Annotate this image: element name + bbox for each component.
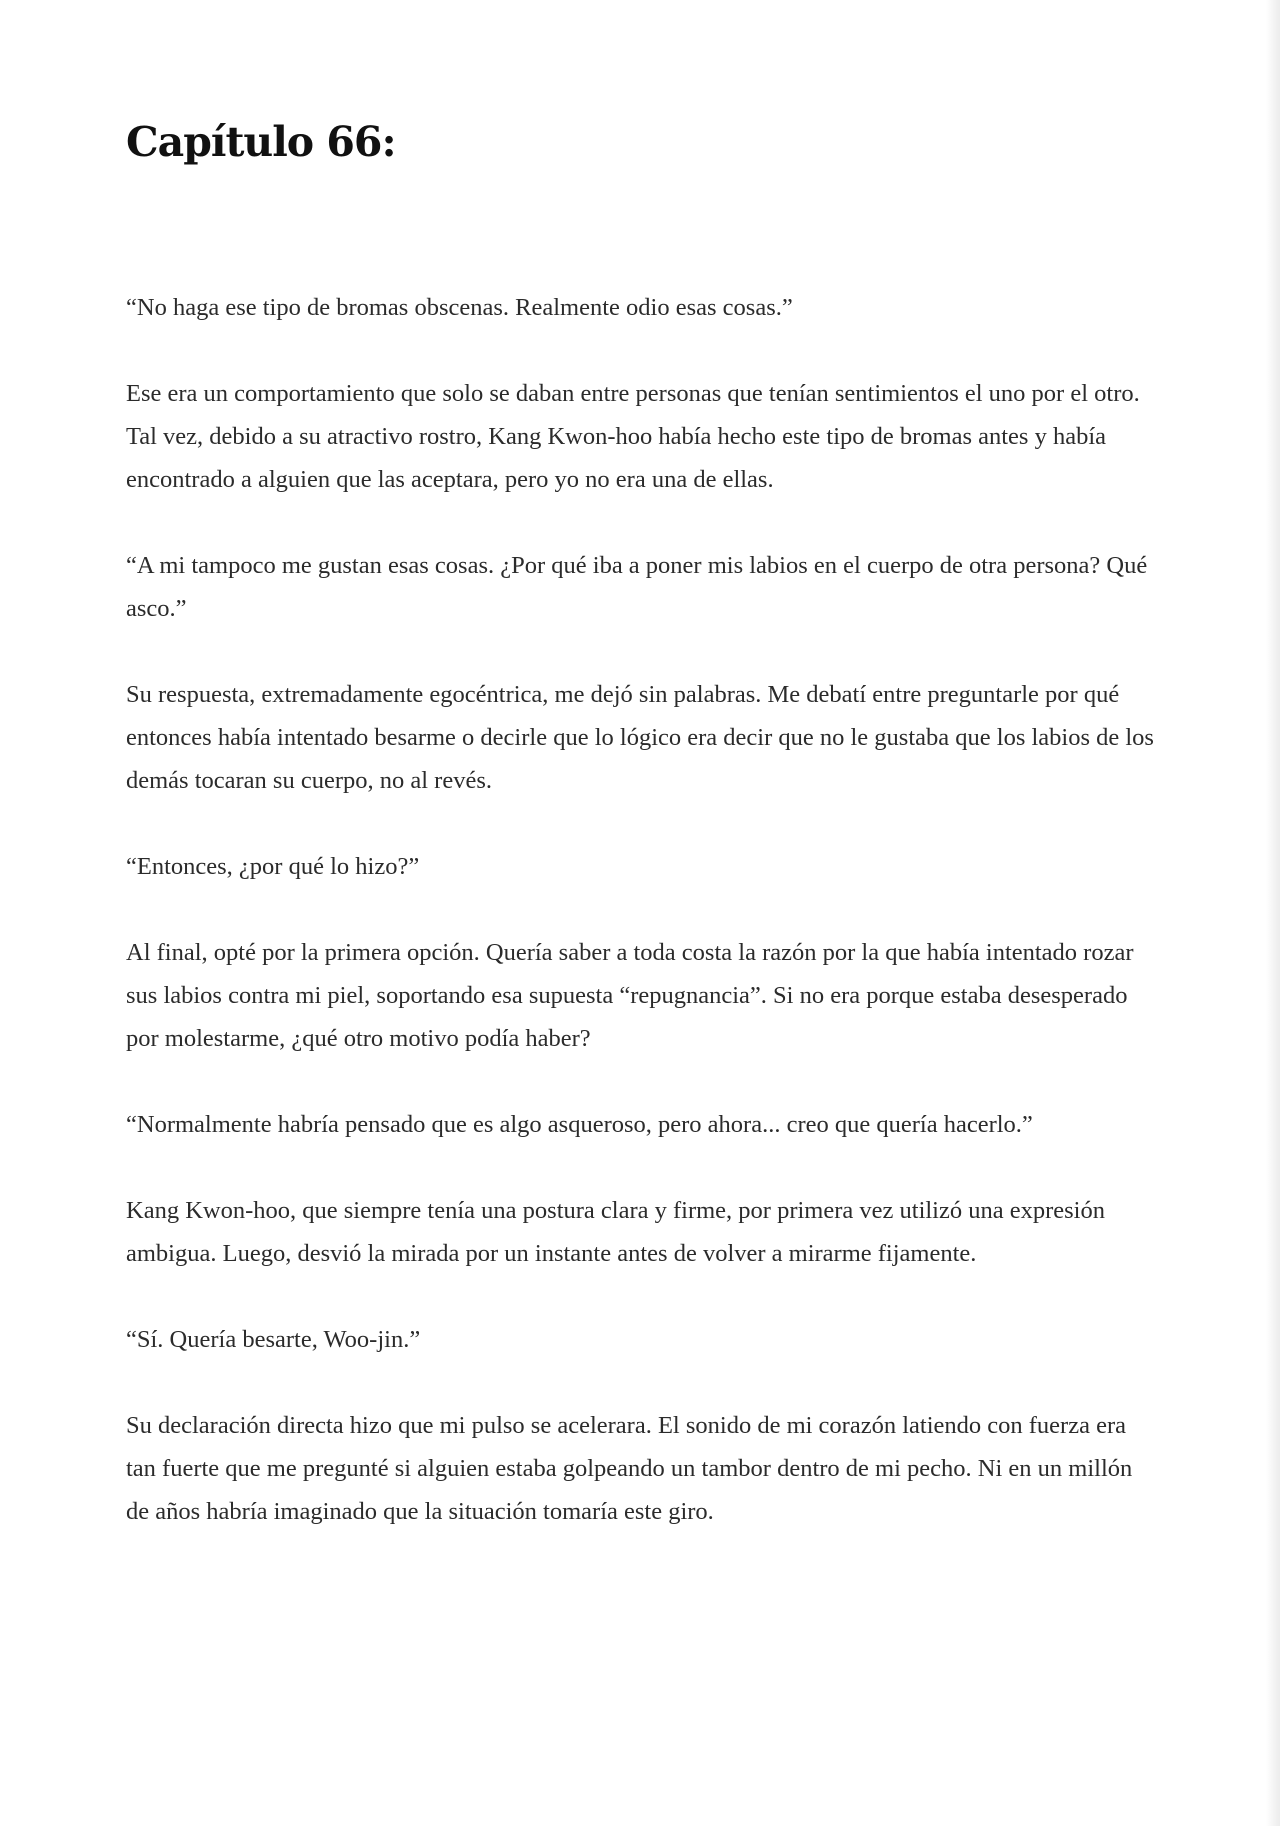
paragraph-6: Al final, opté por la primera opción. Quería saber a toda costa la razón por la que había intentado rozar sus labios contra mi piel, soportando esa supuesta “repugnancia”. Si no era porque estaba desesperado por molestarme, ¿qué otro motivo podía haber?	[126, 939, 1140, 1052]
chapter-title: Capítulo 66:	[126, 118, 396, 166]
chapter-body	[126, 286, 1161, 1576]
paragraph-5: “Entonces, ¿por qué lo hizo?”	[126, 853, 420, 880]
paragraph-8: Kang Kwon-hoo, que siempre tenía una postura clara y firme, por primera vez utilizó una expresión ambigua. Luego, desvió la mirada por un instante antes de volver a mirarme fijamente.	[126, 1197, 1112, 1267]
paragraph-2: Ese era un comportamiento que solo se daban entre personas que tenían sentimientos el uno por el otro. Tal vez, debido a su atractivo rostro, Kang Kwon-hoo había hecho este tipo de bromas antes y había encontrado a alguien que las aceptara, pero yo no era una de ellas.	[126, 380, 1152, 493]
paragraph-4: Su respuesta, extremadamente egocéntrica, me dejó sin palabras. Me debatí entre preguntarle por qué entonces había intentado besarme o decirle que lo lógico era decir que no le gustaba que los labios de los demás tocaran su cuerpo, no al revés.	[126, 681, 1161, 794]
paragraph-1: “No haga ese tipo de bromas obscenas. Realmente odio esas cosas.”	[126, 294, 793, 321]
paragraph-10: Su declaración directa hizo que mi pulso se acelerara. El sonido de mi corazón latiendo con fuerza era tan fuerte que me pregunté si alguien estaba golpeando un tambor dentro de mi pecho. Ni en un millón de años habría imaginado que la situación tomaría este giro.	[126, 1412, 1139, 1525]
paragraph-7: “Normalmente habría pensado que es algo asqueroso, pero ahora... creo que quería hacerlo.”	[126, 1111, 1033, 1138]
paragraph-9: “Sí. Quería besarte, Woo-jin.”	[126, 1326, 421, 1353]
page-edge-shadow	[1266, 0, 1280, 1826]
paragraph-3: “A mi tampoco me gustan esas cosas. ¿Por qué iba a poner mis labios en el cuerpo de otra persona? Qué asco.”	[126, 552, 1154, 622]
